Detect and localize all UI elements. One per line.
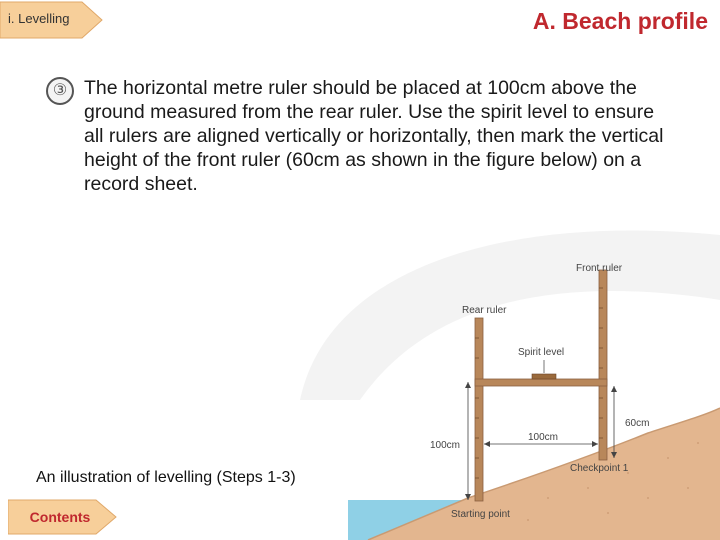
rear-ruler [475, 318, 483, 501]
label-vertical-60cm: 60cm [625, 418, 650, 429]
horizontal-ruler [475, 379, 607, 386]
label-starting-point: Starting point [451, 509, 510, 520]
rear-height-dimension [465, 382, 471, 500]
contents-button-label: Contents [29, 509, 91, 525]
contents-button[interactable] [8, 498, 120, 536]
label-spirit-level: Spirit level [518, 347, 565, 358]
label-vertical-100cm: 100cm [430, 440, 461, 451]
figure-caption: An illustration of levelling (Steps 1-3) [36, 469, 296, 486]
slide-title: A. Beach profile [532, 8, 708, 34]
label-horizontal-100cm: 100cm [528, 432, 559, 443]
spirit-level [532, 374, 556, 379]
section-tag [0, 0, 104, 40]
section-tag-label: i. Levelling [8, 11, 70, 26]
label-rear-ruler: Rear ruler [462, 305, 507, 316]
step-number-badge: ③ [46, 77, 74, 105]
label-checkpoint-1: Checkpoint 1 [570, 463, 629, 474]
beach-slope [368, 408, 720, 540]
label-front-ruler: Front ruler [576, 263, 623, 274]
front-ruler [599, 270, 607, 460]
levelling-diagram [348, 258, 720, 540]
step-instruction-text: The horizontal metre ruler should be placed at 100cm above the ground measured from the rear ruler. Use the spirit level to ensure all rulers are aligned vertically or horizontally, then mark the vertical height of the front ruler (60cm as shown in the figure below) on a record sheet. [84, 77, 664, 195]
